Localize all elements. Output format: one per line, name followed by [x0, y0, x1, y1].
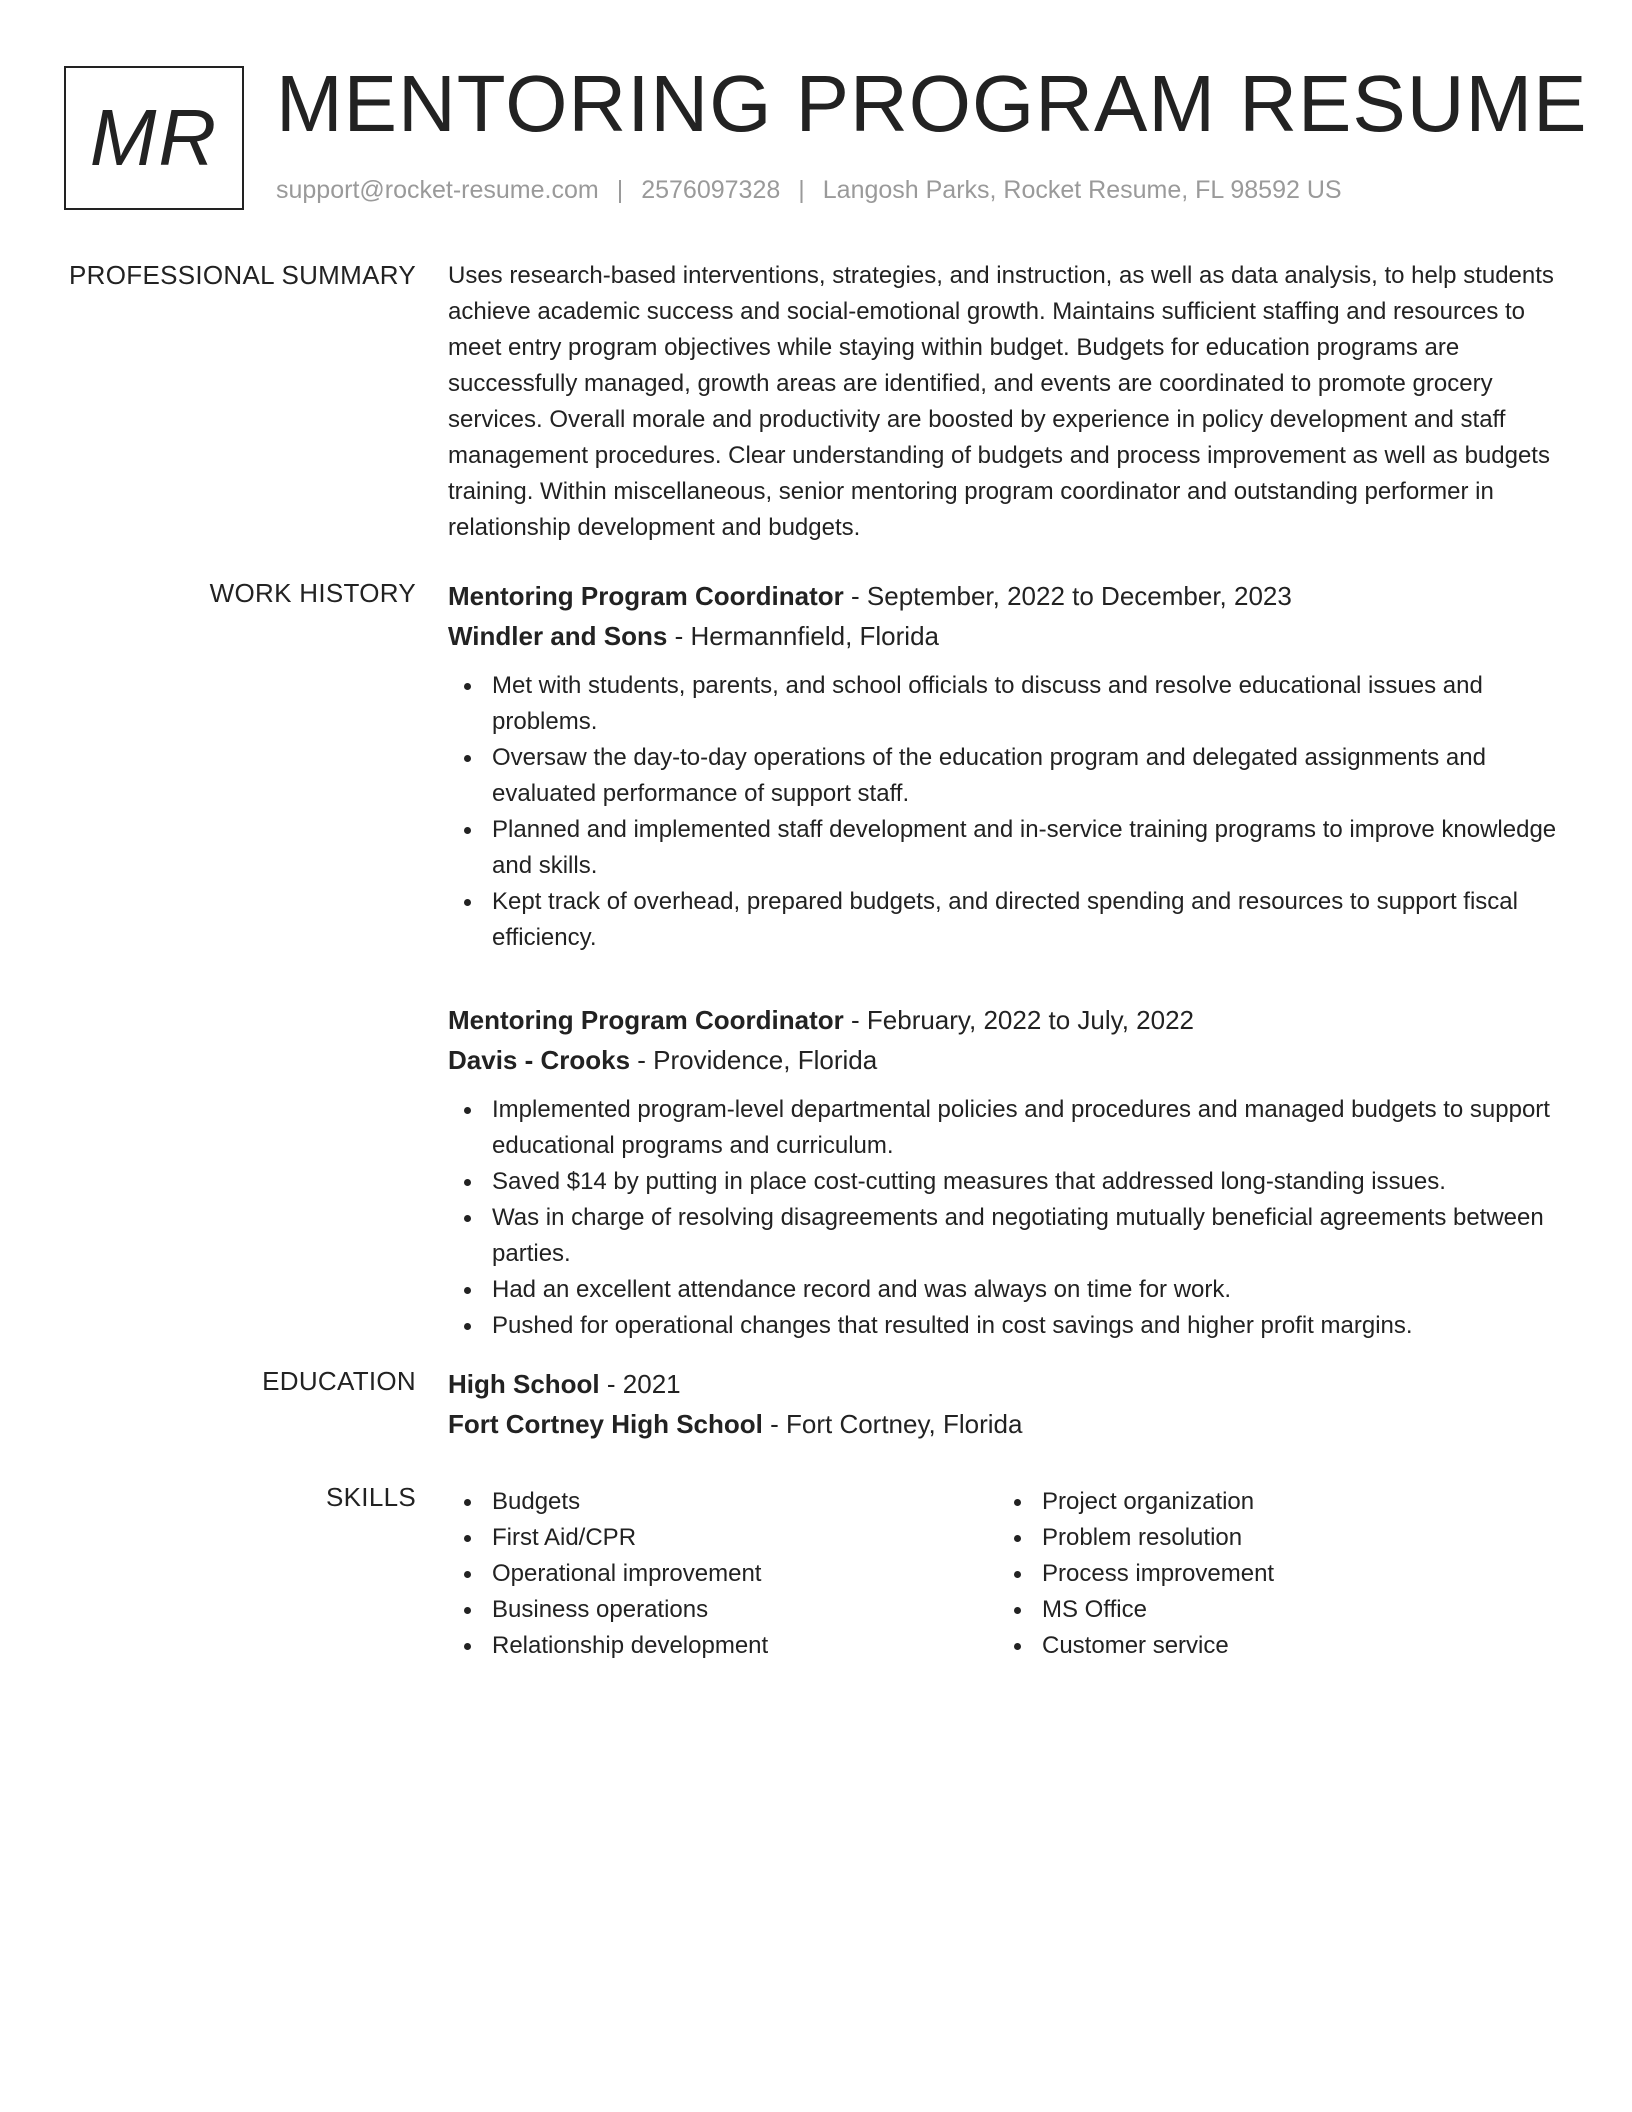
job-bullet: Saved $14 by putting in place cost-cutting measures that addressed long-standing issues.: [448, 1164, 1560, 1200]
education-year: - 2021: [599, 1369, 681, 1399]
job-entry: [448, 576, 1560, 956]
job-bullet: Met with students, parents, and school officials to discuss and resolve educational issues and problems.: [448, 668, 1560, 740]
summary-text: Uses research-based interventions, strategies, and instruction, as well as data analysis, to help students achieve academic success and social-emotional growth. Maintains sufficient staffing and resources to meet entry program objectives while staying within budget. Budgets for education programs are successfully managed, growth areas are identified, and events are coordinated to promote grocery services. Overall morale and productivity are boosted by experience in policy development and staff management procedures. Clear understanding of budgets and process improvement as well as budgets training. Within miscellaneous, senior mentoring program coordinator and outstanding performer in relationship development and budgets.: [448, 262, 1554, 541]
resume-title: MENTORING PROGRAM RESUME: [276, 59, 1588, 148]
job-title-line: [448, 1000, 1560, 1040]
education-degree: High School: [448, 1369, 600, 1399]
education-body: [448, 1364, 1560, 1444]
job-location: - Hermannfield, Florida: [667, 621, 939, 651]
contact-email: support@rocket-resume.com: [276, 176, 599, 204]
education-degree-line: [448, 1364, 1560, 1404]
education-school: Fort Cortney High School: [448, 1409, 763, 1439]
skills-label: SKILLS: [326, 1482, 416, 1512]
job-title: Mentoring Program Coordinator: [448, 1005, 844, 1035]
skill-item: Budgets: [448, 1484, 998, 1520]
education-location: - Fort Cortney, Florida: [762, 1409, 1023, 1439]
job-bullet: Pushed for operational changes that resulted in cost savings and higher profit margins.: [448, 1308, 1560, 1344]
skills-column: [448, 1484, 998, 1664]
education-label: EDUCATION: [262, 1366, 416, 1396]
skill-item: Business operations: [448, 1592, 998, 1628]
job-bullet: Had an excellent attendance record and was always on time for work.: [448, 1272, 1560, 1308]
skill-item: Process improvement: [998, 1556, 1548, 1592]
job-bullet: Implemented program-level departmental policies and procedures and managed budgets to support educational programs and curriculum.: [448, 1092, 1560, 1164]
skills-column: [998, 1484, 1548, 1664]
job-bullets: [448, 1092, 1560, 1344]
skill-item: Operational improvement: [448, 1556, 998, 1592]
contact-line: [276, 176, 1342, 205]
monogram-box: [64, 66, 244, 210]
job-title: Mentoring Program Coordinator: [448, 581, 844, 611]
job-company-line: [448, 1040, 1560, 1080]
summary-label: PROFESSIONAL SUMMARY: [69, 260, 416, 290]
job-company: Windler and Sons: [448, 621, 668, 651]
skill-item: Problem resolution: [998, 1520, 1548, 1556]
job-company-line: [448, 616, 1560, 656]
skill-item: Customer service: [998, 1628, 1548, 1664]
work-label: WORK HISTORY: [209, 578, 416, 608]
skill-item: First Aid/CPR: [448, 1520, 998, 1556]
work-body: [448, 576, 1560, 1344]
skills-grid: [448, 1484, 1560, 1664]
job-dates: - February, 2022 to July, 2022: [843, 1005, 1195, 1035]
contact-address: Langosh Parks, Rocket Resume, FL 98592 US: [822, 176, 1342, 204]
job-dates: - September, 2022 to December, 2023: [843, 581, 1292, 611]
job-bullet: Was in charge of resolving disagreements and negotiating mutually beneficial agreements between parties.: [448, 1200, 1560, 1272]
skill-item: MS Office: [998, 1592, 1548, 1628]
education-school-line: [448, 1404, 1560, 1444]
contact-separator: |: [616, 176, 624, 204]
job-bullet: Planned and implemented staff development and in-service training programs to improve knowledge and skills.: [448, 812, 1560, 884]
job-title-line: [448, 576, 1560, 616]
job-bullets: [448, 668, 1560, 956]
job-bullet: Kept track of overhead, prepared budgets, and directed spending and resources to support fiscal efficiency.: [448, 884, 1560, 956]
job-bullet: Oversaw the day-to-day operations of the education program and delegated assignments and evaluated performance of support staff.: [448, 740, 1560, 812]
job-entry: [448, 1000, 1560, 1344]
skill-item: Project organization: [998, 1484, 1548, 1520]
contact-separator: |: [798, 176, 805, 204]
monogram-initials: MR: [89, 93, 219, 182]
contact-phone: 2576097328: [641, 176, 781, 204]
job-company: Davis - Crooks: [448, 1045, 631, 1075]
skill-item: Relationship development: [448, 1628, 998, 1664]
job-location: - Providence, Florida: [630, 1045, 878, 1075]
